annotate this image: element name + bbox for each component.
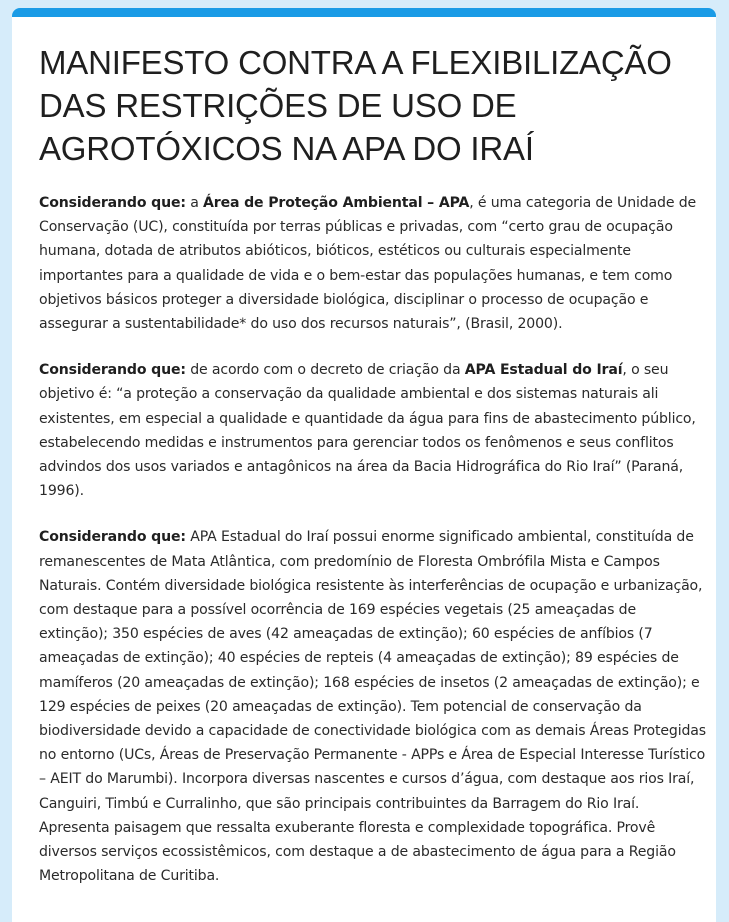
paragraph-1 <box>39 191 706 336</box>
manifesto-content <box>12 17 716 888</box>
paragraph-1-text-b: , é uma categoria de Unidade de Conservação (UC), constituída por terras públicas e privadas, com “certo grau de ocupação humana, dotada de atributos abióticos, bióticos, estéticos ou culturais especialmente importantes para a qualidade de vida e o bem-estar das populações humanas, e tem como objetivos básicos proteger a diversidade biológica, disciplinar o processo de ocupação e assegurar a sustentabilidade* do uso dos recursos naturais”, (Brasil, 2000). <box>39 195 697 333</box>
paragraph-2-lead: Considerando que: <box>39 362 186 379</box>
paragraph-3-text-a: APA Estadual do Iraí possui enorme significado ambiental, constituída de remanescentes de Mata Atlântica, com predomínio de Floresta Ombrófila Mista e Campos Naturais. Contém diversidade biológica resistente às interferências de ocupação e urbanização, com destaque para a possível ocorrência de 169 espécies vegetais (25 ameaçadas de extinção); 350 espécies de aves (42 ameaçadas de extinção); 60 espécies de anfíbios (7 ameaçadas de extinção); 40 espécies de repteis (4 ameaçadas de extinção); 89 espécies de mamíferos (20 ameaçadas de extinção); 168 espécies de insetos (2 ameaçadas de extinção); e 129 espécies de peixes (20 ameaçadas de extinção). Tem potencial de conservação da biodiversidade devido a capacidade de conectividade biológica com as demais Áreas Protegidas no entorno (UCs, Áreas de Preservação Permanente - APPs e Área de Especial Interesse Turístico – AEIT do Marumbi). Incorpora diversas nascentes e cursos d’água, com destaque aos rios Iraí, Canguiri, Timbú e Curralinho, que são principais contribuintes da Barragem do Rio Iraí. Apresenta paisagem que ressalta exuberante floresta e complexidade topográfica. Provê diversos serviços ecossistêmicos, com destaque a de abastecimento de água para a Região Metropolitana de Curitiba. <box>39 529 706 885</box>
paragraph-2-text-a: de acordo com o decreto de criação da <box>185 362 465 379</box>
paragraph-3 <box>39 525 706 888</box>
paragraph-1-text-a: a <box>185 195 204 211</box>
paragraph-2 <box>39 358 706 503</box>
paragraph-2-text-b: , o seu objetivo é: “a proteção a conservação da qualidade ambiental e dos sistemas naturais ali existentes, em especial a qualidade e quantidade da água para fins de abastecimento público, estabelecendo medidas e instrumentos para gerenciar todos os fenômenos e seus conflitos advindos dos usos variados e antagônicos na área da Bacia Hidrográfica do Rio Iraí” (Paraná, 1996). <box>39 362 696 500</box>
page-title: MANIFESTO CONTRA A FLEXIBILIZAÇÃO DAS RESTRIÇÕES DE USO DE AGROTÓXICOS NA APA DO IRAÍ <box>39 44 672 167</box>
paragraph-3-lead: Considerando que: <box>39 529 186 546</box>
manifesto-card <box>12 8 716 922</box>
paragraph-2-highlight: APA Estadual do Iraí <box>464 362 623 379</box>
paragraph-1-lead: Considerando que: <box>39 195 186 211</box>
paragraph-1-highlight: Área de Proteção Ambiental – APA <box>203 195 470 211</box>
